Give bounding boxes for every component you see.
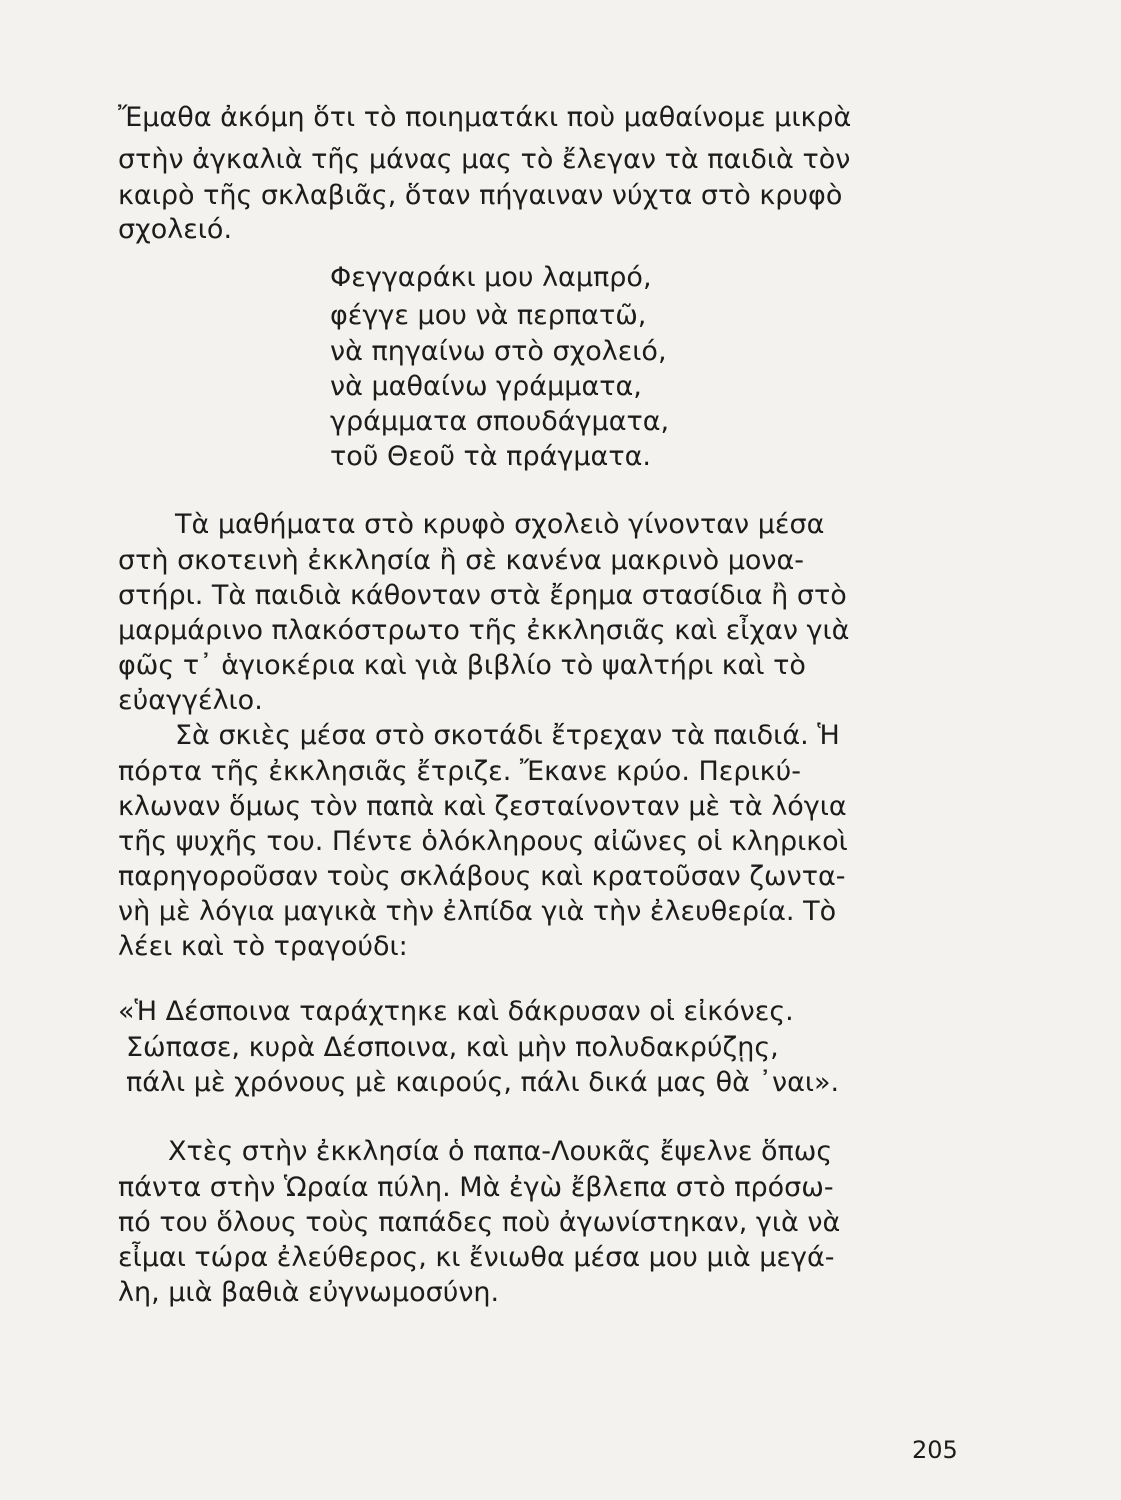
poem-line-2: φέγγε μου νὰ περπατῶ, bbox=[330, 300, 647, 331]
paragraph-3-line-2: στὴ σκοτεινὴ ἐκκλησία ἢ σὲ κανένα μακρινὸ μονα- bbox=[118, 545, 805, 576]
paragraph-4-line-2: πόρτα τῆς ἐκκλησιᾶς ἔτριζε. Ἔκανε κρύο. Περικύ- bbox=[118, 756, 801, 787]
paragraph-4-line-5: παρηγοροῦσαν τοὺς σκλάβους καὶ κρατοῦσαν ζωντα- bbox=[118, 861, 846, 892]
paragraph-3-line-4: μαρμάρινο πλακόστρωτο τῆς ἐκκλησιᾶς καὶ εἶχαν γιὰ bbox=[118, 615, 850, 646]
paragraph-3-line-6: εὐαγγέλιο. bbox=[118, 685, 263, 716]
song-line-1: «Ἡ Δέσποινα ταράχτηκε καὶ δάκρυσαν οἱ εἰκόνες. bbox=[118, 996, 794, 1027]
paragraph-6-line-3: πό του ὅλους τοὺς παπάδες ποὺ ἀγωνίστηκαν, γιὰ νὰ bbox=[118, 1207, 841, 1238]
poem-line-4: νὰ μαθαίνω γράμματα, bbox=[330, 371, 642, 402]
paragraph-4-line-1: Σὰ σκιὲς μέσα στὸ σκοτάδι ἔτρεχαν τὰ παιδιά. Ἡ bbox=[175, 720, 840, 751]
poem-line-1: Φεγγαράκι μου λαμπρό, bbox=[330, 262, 652, 293]
paragraph-1-line-2: στὴν ἀγκαλιὰ τῆς μάνας μας τὸ ἔλεγαν τὰ παιδιὰ τὸν bbox=[118, 144, 851, 175]
paragraph-1-line-3: καιρὸ τῆς σκλαβιᾶς, ὅταν πήγαιναν νύχτα στὸ κρυφὸ bbox=[118, 180, 843, 211]
song-line-3: πάλι μὲ χρόνους μὲ καιρούς, πάλι δικά μας θὰ ᾽ναι». bbox=[126, 1067, 840, 1098]
paragraph-4-line-4: τῆς ψυχῆς του. Πέντε ὁλόκληρους αἰῶνες οἱ κληρικοὶ bbox=[118, 826, 848, 857]
paragraph-6-line-4: εἶμαι τώρα ἐλεύθερος, κι ἔνιωθα μέσα μου μιὰ μεγά- bbox=[118, 1242, 835, 1273]
poem-line-3: νὰ πηγαίνω στὸ σχολειό, bbox=[330, 336, 667, 367]
paragraph-3-line-3: στήρι. Τὰ παιδιὰ κάθονταν στὰ ἔρημα στασίδια ἢ στὸ bbox=[118, 580, 847, 611]
paragraph-6-line-5: λη, μιὰ βαθιὰ εὐγνωμοσύνη. bbox=[118, 1277, 500, 1308]
paragraph-4-line-7: λέει καὶ τὸ τραγούδι: bbox=[118, 931, 408, 962]
poem-line-6: τοῦ Θεοῦ τὰ πράγματα. bbox=[330, 441, 651, 472]
paragraph-1-line-1: Ἔμαθα ἀκόμη ὅτι τὸ ποιηματάκι ποὺ μαθαίνομε μικρὰ bbox=[118, 102, 852, 133]
paragraph-1-line-4: σχολειό. bbox=[118, 214, 233, 245]
paragraph-6-line-2: πάντα στὴν Ὡραία πύλη. Μὰ ἐγὼ ἔβλεπα στὸ πρόσω- bbox=[118, 1172, 834, 1203]
song-line-2: Σώπασε, κυρὰ Δέσποινα, καὶ μὴν πολυδακρύζῃς, bbox=[126, 1032, 779, 1063]
paragraph-3-line-5: φῶς τ᾽ ἁγιοκέρια καὶ γιὰ βιβλίο τὸ ψαλτήρι καὶ τὸ bbox=[118, 650, 806, 681]
paragraph-3-line-1: Τὰ μαθήματα στὸ κρυφὸ σχολειὸ γίνονταν μέσα bbox=[175, 509, 825, 540]
paragraph-4-line-6: νὴ μὲ λόγια μαγικὰ τὴν ἐλπίδα γιὰ τὴν ἐλευθερία. Τὸ bbox=[118, 896, 837, 927]
paragraph-6-line-1: Χτὲς στὴν ἐκκλησία ὁ παπα-Λουκᾶς ἔψελνε ὅπως bbox=[168, 1136, 833, 1167]
paragraph-4-line-3: κλωναν ὅμως τὸν παπὰ καὶ ζεσταίνονταν μὲ τὰ λόγια bbox=[118, 791, 847, 822]
page-number: 205 bbox=[912, 1436, 958, 1464]
poem-line-5: γράμματα σπουδάγματα, bbox=[330, 406, 670, 437]
